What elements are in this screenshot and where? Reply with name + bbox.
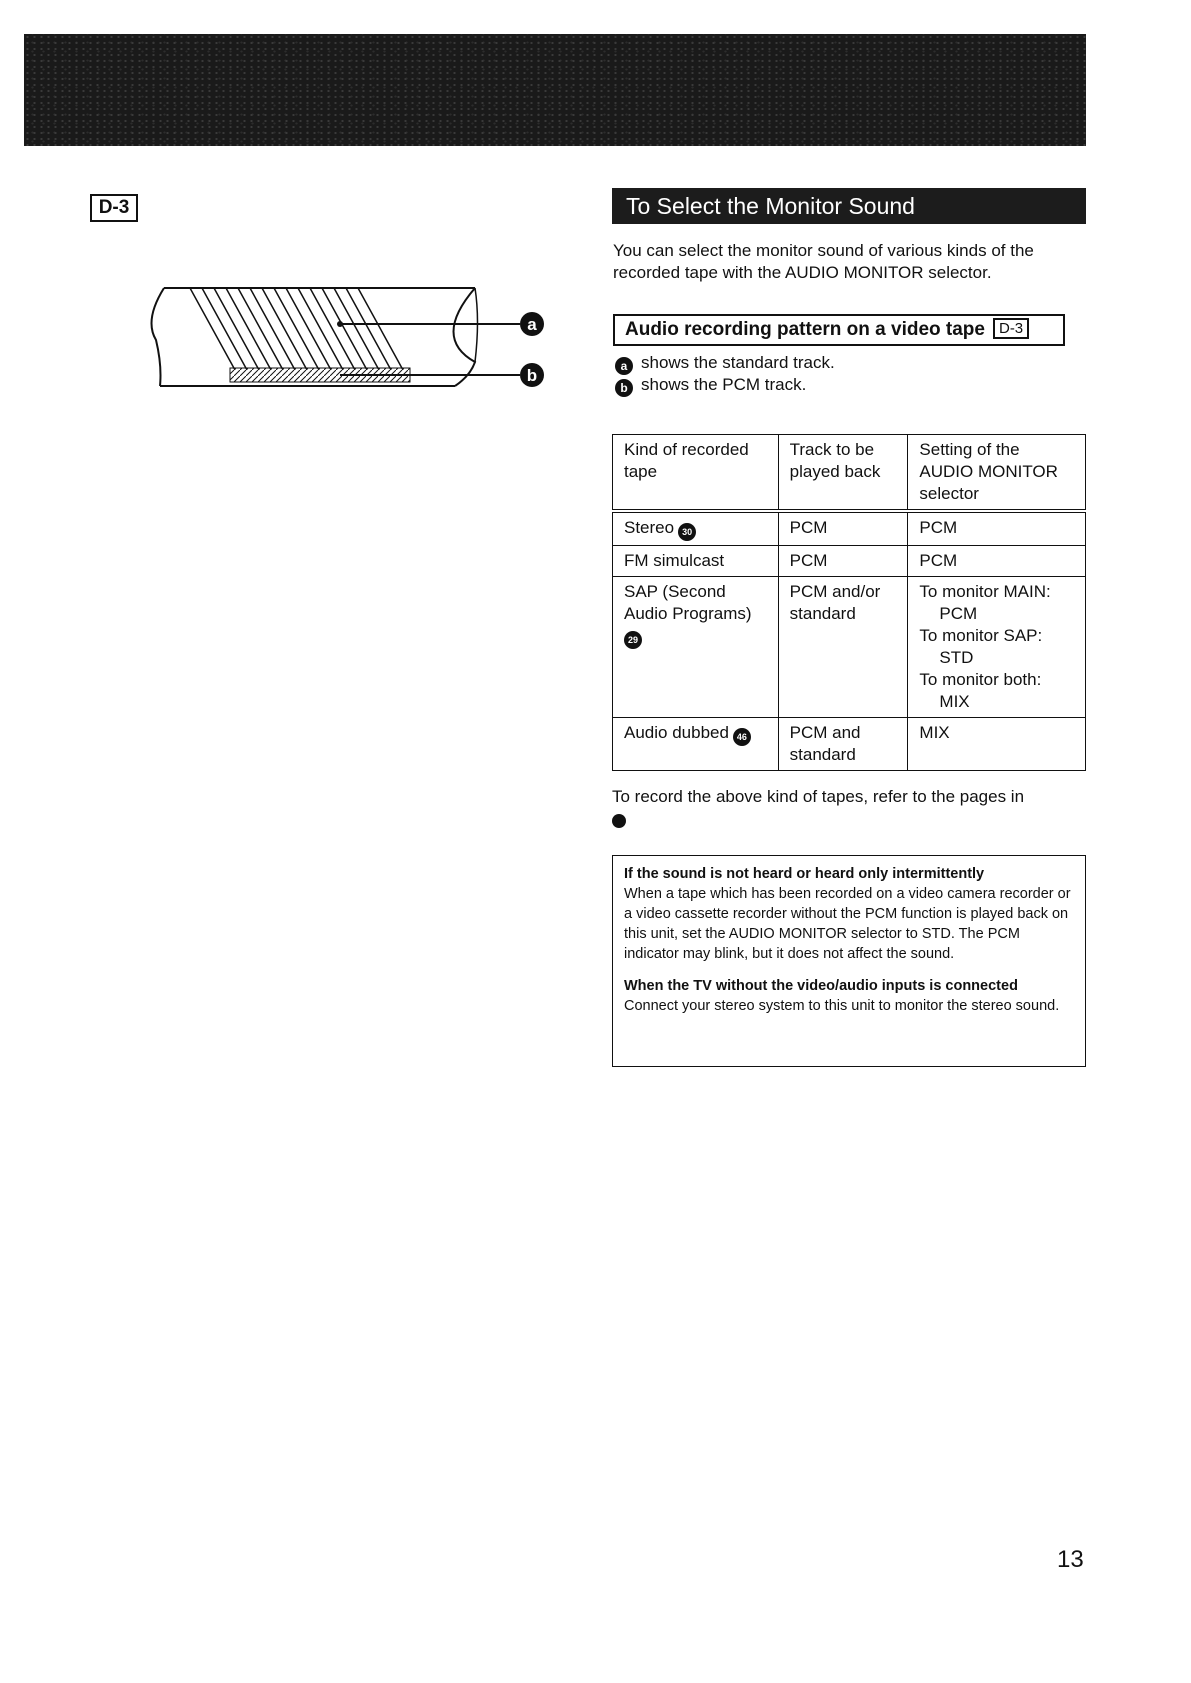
intro-text: You can select the monitor sound of various kinds of the recorded tape with the AUDIO MONITOR selector. (613, 241, 1034, 282)
table-cell-track: PCM and/or standard (778, 577, 908, 718)
table-header-track: Track to be played back (778, 435, 908, 512)
table-cell-kind (613, 577, 779, 718)
setting-main-value: PCM (939, 604, 978, 623)
setting-both-label: To monitor both: (919, 670, 1042, 689)
page-ref-icon: 29 (624, 631, 642, 649)
tape-track-diagram (150, 280, 550, 400)
track-line-b-text: shows the PCM track. (641, 375, 807, 394)
table-cell-setting (908, 577, 1086, 718)
kind-text: Stereo (624, 518, 675, 537)
note-2-body: Connect your stereo system to this unit to monitor the stereo sound. (624, 998, 1060, 1014)
callout-a (337, 312, 544, 336)
header-band (24, 34, 1086, 146)
note-1-body: When a tape which has been recorded on a video camera recorder or a video cassette recorder without the PCM function is played back on this unit, set the AUDIO MONITOR selector to STD. The PCM indicator may blink, but it does not affect the sound. (624, 886, 1071, 962)
bullet-dot-icon (612, 814, 626, 828)
pattern-heading-text: Audio recording pattern on a video tape (625, 319, 985, 340)
note-2-title: When the TV without the video/audio inputs is connected (624, 978, 1018, 994)
callout-a-label: a (527, 315, 537, 334)
table-cell-track: PCM and standard (778, 718, 908, 771)
track-line-a-text: shows the standard track. (641, 353, 835, 372)
marker-b-icon: b (615, 379, 633, 397)
table-header-kind: Kind of recorded tape (613, 435, 779, 512)
outro-text (612, 786, 1090, 828)
notes-box (612, 855, 1086, 1067)
table-cell-setting: MIX (908, 718, 1086, 771)
note-1-title: If the sound is not heard or heard only intermittently (624, 866, 985, 882)
table-header-row (613, 435, 1086, 512)
page-number: 13 (1057, 1546, 1084, 1573)
setting-sap-value: STD (939, 648, 974, 667)
outro-sentence: To record the above kind of tapes, refer to the pages in (612, 787, 1025, 806)
table-row (613, 718, 1086, 771)
table-header-setting: Setting of the AUDIO MONITOR selector (908, 435, 1086, 512)
table-row (613, 511, 1086, 546)
callout-b (340, 363, 544, 387)
table-row (613, 577, 1086, 718)
table-cell-kind: FM simulcast (613, 546, 779, 577)
track-line-b (615, 374, 806, 397)
kind-text: Audio dubbed (624, 723, 729, 742)
setting-both-value: MIX (939, 692, 970, 711)
pattern-heading-ref: D-3 (993, 318, 1029, 339)
pattern-heading (613, 314, 1065, 346)
table-cell-kind (613, 718, 779, 771)
table-cell-kind (613, 511, 779, 546)
figure-label: D-3 (90, 194, 138, 222)
track-line-a (615, 352, 835, 375)
section-title: To Select the Monitor Sound (612, 188, 1086, 224)
setting-main-label: To monitor MAIN: (919, 582, 1051, 601)
table-row (613, 546, 1086, 577)
table-cell-setting: PCM (908, 546, 1086, 577)
page-ref-icon: 30 (678, 523, 696, 541)
callout-b-label: b (526, 366, 538, 385)
kind-text: SAP (Second Audio Programs) (624, 582, 752, 623)
table-cell-track: PCM (778, 546, 908, 577)
page-ref-icon: 46 (733, 728, 751, 746)
marker-a-icon: a (615, 357, 633, 375)
table-cell-setting: PCM (908, 511, 1086, 546)
table-cell-track: PCM (778, 511, 908, 546)
monitor-table (612, 434, 1086, 771)
setting-sap-label: To monitor SAP: (919, 626, 1043, 645)
standard-tracks (190, 288, 403, 370)
